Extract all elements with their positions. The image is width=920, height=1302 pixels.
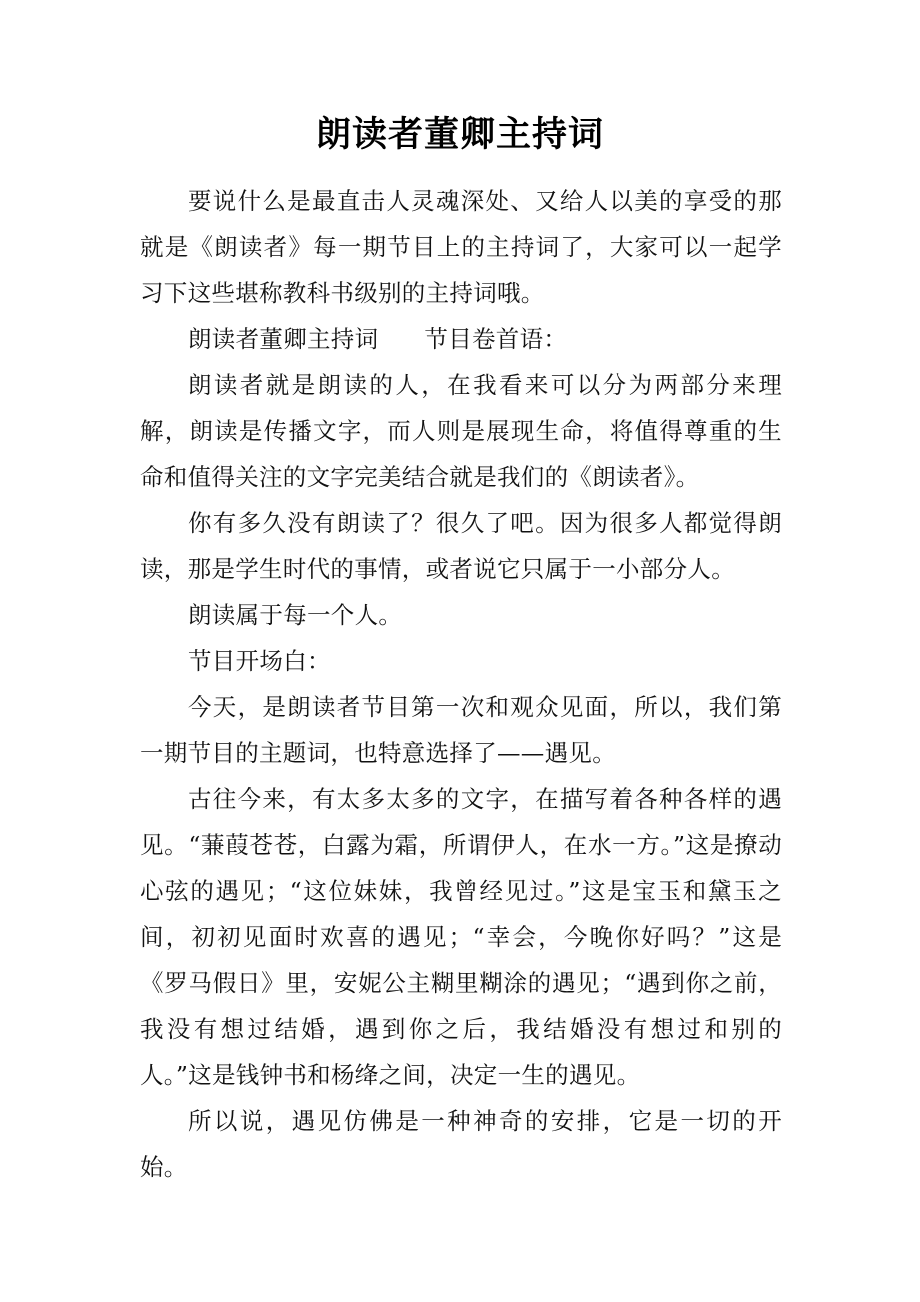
document-title: 朗读者董卿主持词 (315, 115, 604, 155)
intro-paragraph: 要说什么是最直击人灵魂深处、又给人以美的享受的那就是《朗读者》每一期节目上的主持词了，大家可以一起学习下这些堪称教科书级别的主持词哦。 (140, 187, 782, 307)
body-paragraph: 节目开场白： (188, 647, 331, 675)
section-heading: 朗读者董卿主持词 (188, 325, 379, 353)
body-paragraph: 今天，是朗读者节目第一次和观众见面，所以，我们第一期节目的主题词，也特意选择了——遇见。 (140, 693, 782, 767)
body-paragraph: 所以说，遇见仿佛是一种神奇的安排，它是一切的开始。 (140, 1107, 782, 1181)
body-paragraph: 朗读者就是朗读的人，在我看来可以分为两部分来理解，朗读是传播文字，而人则是展现生命，将值得尊重的生命和值得关注的文字完美结合就是我们的《朗读者》。 (140, 371, 782, 491)
document-body (140, 178, 782, 1190)
section-subheading: 节目卷首语： (424, 325, 568, 353)
body-paragraph: 朗读属于每一个人。 (188, 601, 403, 629)
body-paragraph: 古往今来，有太多太多的文字，在描写着各种各样的遇见。“蒹葭苍苍，白露为霜，所谓伊人，在水一方。”这是撩动心弦的遇见；“这位妹妹，我曾经见过。”这是宝玉和黛玉之间，初初见面时欢喜的遇见；“幸会，今晚你好吗？”这是《罗马假日》里，安妮公主糊里糊涂的遇见；“遇到你之前，我没有想过结婚，遇到你之后，我结婚没有想过和别的人。”这是钱钟书和杨绛之间，决定一生的遇见。 (140, 785, 782, 1089)
section-heading-line (140, 316, 782, 362)
body-paragraph: 你有多久没有朗读了？很久了吧。因为很多人都觉得朗读，那是学生时代的事情，或者说它只属于一小部分人。 (140, 509, 782, 583)
